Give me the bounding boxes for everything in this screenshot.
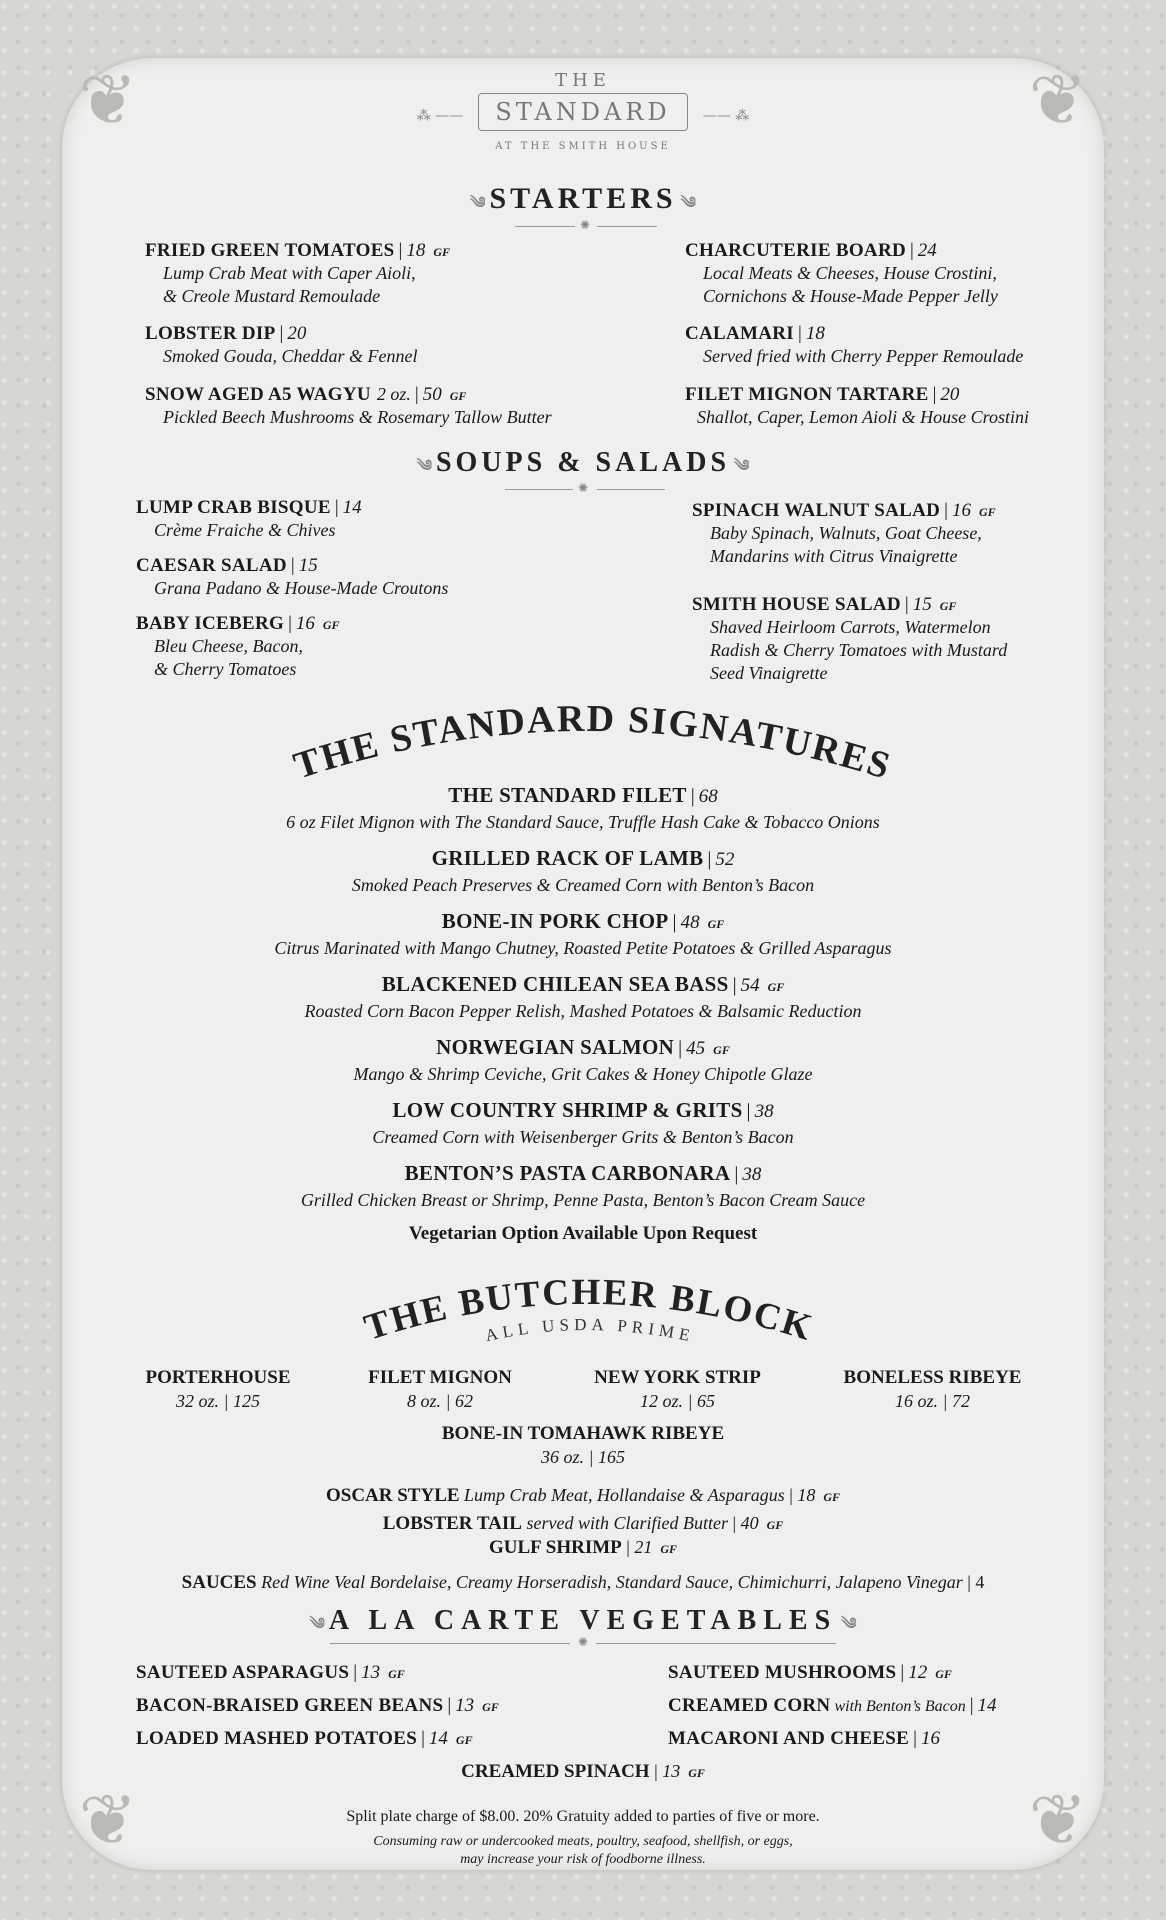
separator: |	[654, 1761, 658, 1781]
separator: |	[588, 1447, 594, 1467]
corner-ornament-icon: ❦	[78, 1779, 138, 1861]
section-title-text: THE STANDARD SIGNATURES	[288, 697, 897, 789]
gf-badge: GF	[482, 1700, 499, 1714]
divider	[330, 1643, 570, 1644]
item-description: 6 oz Filet Mignon with The Standard Sauce, Truffle Hash Cake & Tobacco Onions	[286, 812, 880, 832]
item-description: & Cherry Tomatoes	[154, 659, 297, 679]
item-price: 14	[977, 1695, 997, 1716]
item-price: 18	[797, 1485, 816, 1505]
item-description: Mandarins with Citrus Vinaigrette	[710, 546, 958, 566]
gf-badge: GF	[322, 618, 340, 632]
sauces-line	[0, 1572, 1166, 1594]
item-name: NEW YORK STRIP	[594, 1367, 761, 1388]
gf-badge: GF	[713, 1043, 730, 1057]
gf-badge: GF	[455, 1733, 473, 1747]
divider	[596, 1643, 836, 1644]
item-description: Shaved Heirloom Carrots, Watermelon	[710, 617, 991, 637]
footer-warning	[0, 1833, 1166, 1869]
separator: |	[732, 1513, 737, 1533]
gf-badge: GF	[688, 1766, 705, 1780]
separator: |	[290, 555, 295, 576]
item-description: Baby Spinach, Walnuts, Goat Cheese,	[710, 523, 982, 543]
item-price: 20	[287, 323, 307, 344]
item-name: LOBSTER DIP	[145, 323, 276, 344]
item-price: 54	[740, 975, 760, 996]
item-description: served with Clarified Butter	[526, 1513, 728, 1533]
section-title-butcher	[359, 1272, 818, 1349]
section-title-text: SOUPS & SALADS	[435, 447, 731, 478]
separator: |	[421, 1728, 425, 1749]
separator: |	[223, 1391, 229, 1411]
item-price: 18	[805, 323, 825, 344]
separator: |	[732, 974, 737, 996]
flourish-icon: —— ⁂	[702, 108, 750, 124]
item-price: 38	[742, 1164, 762, 1185]
menu-item	[0, 909, 1166, 959]
gf-badge: GF	[823, 1490, 841, 1504]
item-name: BENTON’S PASTA CARBONARA	[404, 1161, 731, 1185]
item-description: Creamed Corn with Weisenberger Grits & Benton’s Bacon	[372, 1127, 794, 1147]
section-title-text: A LA CARTE VEGETABLES	[328, 1605, 838, 1636]
gf-badge: GF	[388, 1667, 405, 1681]
item-name: CREAMED CORN	[668, 1695, 831, 1716]
separator: |	[626, 1537, 630, 1557]
item-name: LOW COUNTRY SHRIMP & GRITS	[392, 1098, 743, 1122]
item-size: 12 oz.	[640, 1391, 684, 1411]
separator: |	[798, 323, 802, 344]
item-price: 62	[454, 1391, 473, 1411]
item-price: 48	[680, 912, 700, 933]
item-name: GRILLED RACK OF LAMB	[431, 846, 704, 870]
addon-item	[0, 1513, 1166, 1535]
menu-item	[0, 1761, 1166, 1783]
section-subtitle-text: ALL USDA PRIME	[483, 1314, 697, 1346]
item-price: 165	[597, 1447, 625, 1467]
item-name: THE STANDARD FILET	[448, 783, 687, 807]
item-name: BONELESS RIBEYE	[843, 1367, 1022, 1388]
separator: |	[690, 785, 695, 807]
addon-item	[0, 1485, 1166, 1507]
item-name: FRIED GREEN TOMATOES	[145, 240, 395, 261]
steak-item	[820, 1367, 1045, 1412]
item-name: CREAMED SPINACH	[461, 1761, 650, 1782]
item-price: 21	[634, 1537, 653, 1557]
corner-ornament-icon: ❦	[1028, 1779, 1088, 1861]
item-price: 125	[232, 1391, 260, 1411]
item-price: 65	[696, 1391, 715, 1411]
item-name: BACON-BRAISED GREEN BEANS	[136, 1695, 444, 1716]
gf-badge: GF	[767, 980, 785, 994]
corner-ornament-icon: ❦	[1028, 59, 1088, 141]
item-description: Grana Padano & House-Made Croutons	[154, 578, 449, 598]
flourish-icon: ༄	[837, 1616, 857, 1633]
item-description: Roasted Corn Bacon Pepper Relish, Mashed Potatoes & Balsamic Reduction	[304, 1001, 862, 1021]
item-name: LOADED MASHED POTATOES	[136, 1728, 418, 1749]
item-price: 24	[917, 240, 937, 261]
item-price: 52	[715, 849, 735, 870]
section-subtitle-butcher	[483, 1315, 696, 1346]
separator: |	[942, 1391, 948, 1411]
item-name: SAUCES	[181, 1572, 257, 1593]
item-description: & Creole Mustard Remoulade	[163, 286, 381, 306]
separator: |	[909, 240, 914, 261]
separator: |	[678, 1037, 683, 1059]
logo-subtitle: AT THE SMITH HOUSE	[495, 141, 671, 152]
item-description: Mango & Shrimp Ceviche, Grit Cakes & Honey Chipotle Glaze	[353, 1064, 813, 1084]
menu-item	[0, 846, 1166, 896]
flourish-icon: ༄	[470, 195, 490, 212]
steak-item	[383, 1423, 783, 1468]
item-name: SAUTEED ASPARAGUS	[136, 1662, 350, 1683]
separator: |	[353, 1662, 358, 1683]
item-price: 13	[455, 1695, 475, 1716]
separator: |	[398, 240, 403, 261]
item-description: Served fried with Cherry Pepper Remoulade	[703, 346, 1024, 366]
item-price: 14	[428, 1728, 448, 1749]
footer-warning-line: may increase your risk of foodborne illness.	[460, 1852, 706, 1867]
item-name: CALAMARI	[685, 323, 795, 344]
footer-warning-line: Consuming raw or undercooked meats, poultry, seafood, shellfish, or eggs,	[373, 1834, 793, 1849]
steak-item	[340, 1367, 540, 1412]
steak-item	[118, 1367, 318, 1412]
corner-ornament-icon: ❦	[78, 59, 138, 141]
item-name: GULF SHRIMP	[488, 1537, 622, 1558]
item-price: 40	[740, 1513, 759, 1533]
item-price: 14	[342, 497, 362, 518]
item-description: Smoked Peach Preserves & Creamed Corn with Benton’s Bacon	[351, 875, 815, 895]
addon-item	[0, 1537, 1166, 1559]
separator: |	[672, 911, 677, 933]
item-name: BONE-IN PORK CHOP	[441, 909, 669, 933]
gf-badge: GF	[939, 599, 957, 613]
separator: |	[707, 848, 712, 870]
item-price: 15	[912, 594, 932, 615]
item-description: Seed Vinaigrette	[710, 663, 828, 683]
separator: |	[447, 1695, 452, 1716]
item-size: 36 oz.	[541, 1447, 585, 1467]
item-name: NORWEGIAN SALMON	[436, 1035, 675, 1059]
separator: |	[913, 1728, 917, 1749]
item-name: SMITH HOUSE SALAD	[692, 594, 901, 615]
menu-item	[0, 1035, 1166, 1085]
separator: |	[288, 613, 292, 634]
section-title-text: THE BUTCHER BLOCK	[359, 1271, 819, 1350]
item-description: Radish & Cherry Tomatoes with Mustard	[710, 640, 1008, 660]
gf-badge: GF	[660, 1542, 678, 1556]
item-name: CHARCUTERIE BOARD	[685, 240, 906, 261]
item-price: 45	[686, 1038, 706, 1059]
separator: |	[687, 1391, 693, 1411]
item-price: 20	[940, 384, 960, 405]
item-price: 12	[908, 1662, 928, 1683]
menu-item	[136, 1695, 499, 1717]
menu-item	[0, 1161, 1166, 1211]
item-name: CAESAR SALAD	[136, 555, 287, 576]
item-price: 13	[361, 1662, 381, 1683]
separator: |	[734, 1163, 739, 1185]
item-description: Citrus Marinated with Mango Chutney, Roasted Petite Potatoes & Grilled Asparagus	[274, 938, 892, 958]
separator: |	[789, 1485, 793, 1505]
item-name: FILET MIGNON	[368, 1367, 512, 1388]
steak-item	[565, 1367, 790, 1412]
item-name: BONE-IN TOMAHAWK RIBEYE	[441, 1423, 725, 1444]
item-size: 8 oz.	[407, 1391, 442, 1411]
gf-badge: GF	[449, 389, 467, 403]
separator: |	[334, 497, 339, 518]
item-description: Grilled Chicken Breast or Shrimp, Penne Pasta, Benton’s Bacon Cream Sauce	[300, 1190, 866, 1210]
item-price: 13	[662, 1761, 681, 1781]
flourish-icon: ✺	[578, 1635, 589, 1649]
item-name: FILET MIGNON TARTARE	[685, 384, 929, 405]
item-name: SAUTEED MUSHROOMS	[668, 1662, 897, 1683]
item-description: Shallot, Caper, Lemon Aioli & House Crostini	[697, 407, 1030, 427]
menu-item	[0, 972, 1166, 1022]
item-description: Cornichons & House-Made Pepper Jelly	[703, 286, 998, 306]
item-name: SPINACH WALNUT SALAD	[692, 500, 941, 521]
separator: |	[944, 500, 948, 521]
menu-item	[668, 1695, 997, 1717]
item-price: 16	[920, 1728, 940, 1749]
gf-badge: GF	[935, 1667, 952, 1681]
gf-badge: GF	[707, 917, 725, 931]
logo-the: THE	[555, 70, 611, 91]
separator: |	[279, 323, 284, 344]
vegetarian-note: Vegetarian Option Available Upon Request	[408, 1223, 758, 1244]
item-price: 72	[951, 1391, 970, 1411]
item-size: 16 oz.	[895, 1391, 939, 1411]
item-name: LUMP CRAB BISQUE	[136, 497, 331, 518]
item-price: 16	[295, 613, 315, 634]
menu-item	[0, 1098, 1166, 1148]
item-price: 4	[975, 1572, 985, 1592]
item-description: Lump Crab Meat, Hollandaise & Asparagus	[464, 1485, 785, 1505]
flourish-icon: ༄	[676, 195, 696, 212]
flourish-icon: ⁂ ——	[416, 108, 464, 124]
gf-badge: GF	[433, 245, 451, 259]
separator: |	[932, 384, 937, 405]
item-name: SNOW AGED A5 WAGYU	[145, 384, 371, 405]
menu-item	[0, 783, 1166, 833]
separator: |	[445, 1391, 451, 1411]
item-price: 68	[698, 786, 718, 807]
flourish-icon: ༄	[730, 458, 750, 475]
separator: |	[969, 1695, 974, 1716]
flourish-icon: ✺	[580, 218, 591, 232]
menu-item	[668, 1728, 940, 1750]
menu-item	[668, 1662, 952, 1684]
item-name: BABY ICEBERG	[136, 613, 285, 634]
item-name: BLACKENED CHILEAN SEA BASS	[381, 972, 729, 996]
item-price: 50	[422, 384, 442, 405]
separator: |	[414, 384, 419, 405]
item-description: Red Wine Veal Bordelaise, Creamy Horseradish, Standard Sauce, Chimichurri, Jalapeno Vinegar	[261, 1572, 963, 1592]
logo-name: STANDARD	[478, 93, 687, 131]
menu-item	[136, 1728, 473, 1750]
item-name: MACARONI AND CHEESE	[668, 1728, 910, 1749]
item-price: 38	[754, 1101, 774, 1122]
item-description: Lump Crab Meat with Caper Aioli,	[163, 263, 416, 283]
separator: |	[967, 1572, 971, 1592]
item-note: with Benton’s Bacon	[834, 1698, 966, 1715]
item-name: LOBSTER TAIL	[382, 1513, 522, 1534]
item-size: 32 oz.	[176, 1391, 220, 1411]
separator: |	[900, 1662, 905, 1683]
section-title-signatures	[289, 698, 897, 788]
item-description: Smoked Gouda, Cheddar & Fennel	[163, 346, 418, 366]
section-title-text: STARTERS	[489, 182, 677, 215]
flourish-icon: ✺	[578, 481, 589, 495]
item-description: Local Meats & Cheeses, House Crostini,	[703, 263, 997, 283]
flourish-icon: ༄	[309, 1616, 329, 1633]
item-price: 18	[406, 240, 426, 261]
footer-charge: Split plate charge of $8.00. 20% Gratuity added to parties of five or more.	[346, 1808, 820, 1825]
item-name: PORTERHOUSE	[145, 1367, 291, 1388]
gf-badge: GF	[978, 505, 996, 519]
separator: |	[746, 1100, 751, 1122]
gf-badge: GF	[766, 1518, 784, 1532]
item-price: 16	[951, 500, 971, 521]
item-description: Crème Fraiche & Chives	[154, 520, 336, 540]
item-name: OSCAR STYLE	[325, 1485, 460, 1506]
menu-item	[136, 1662, 405, 1684]
item-description: Bleu Cheese, Bacon,	[154, 636, 303, 656]
flourish-icon: ༄	[416, 458, 436, 475]
separator: |	[904, 594, 909, 615]
item-description: Pickled Beech Mushrooms & Rosemary Tallow Butter	[163, 407, 552, 427]
item-size: 2 oz.	[376, 384, 411, 404]
item-price: 15	[298, 555, 318, 576]
